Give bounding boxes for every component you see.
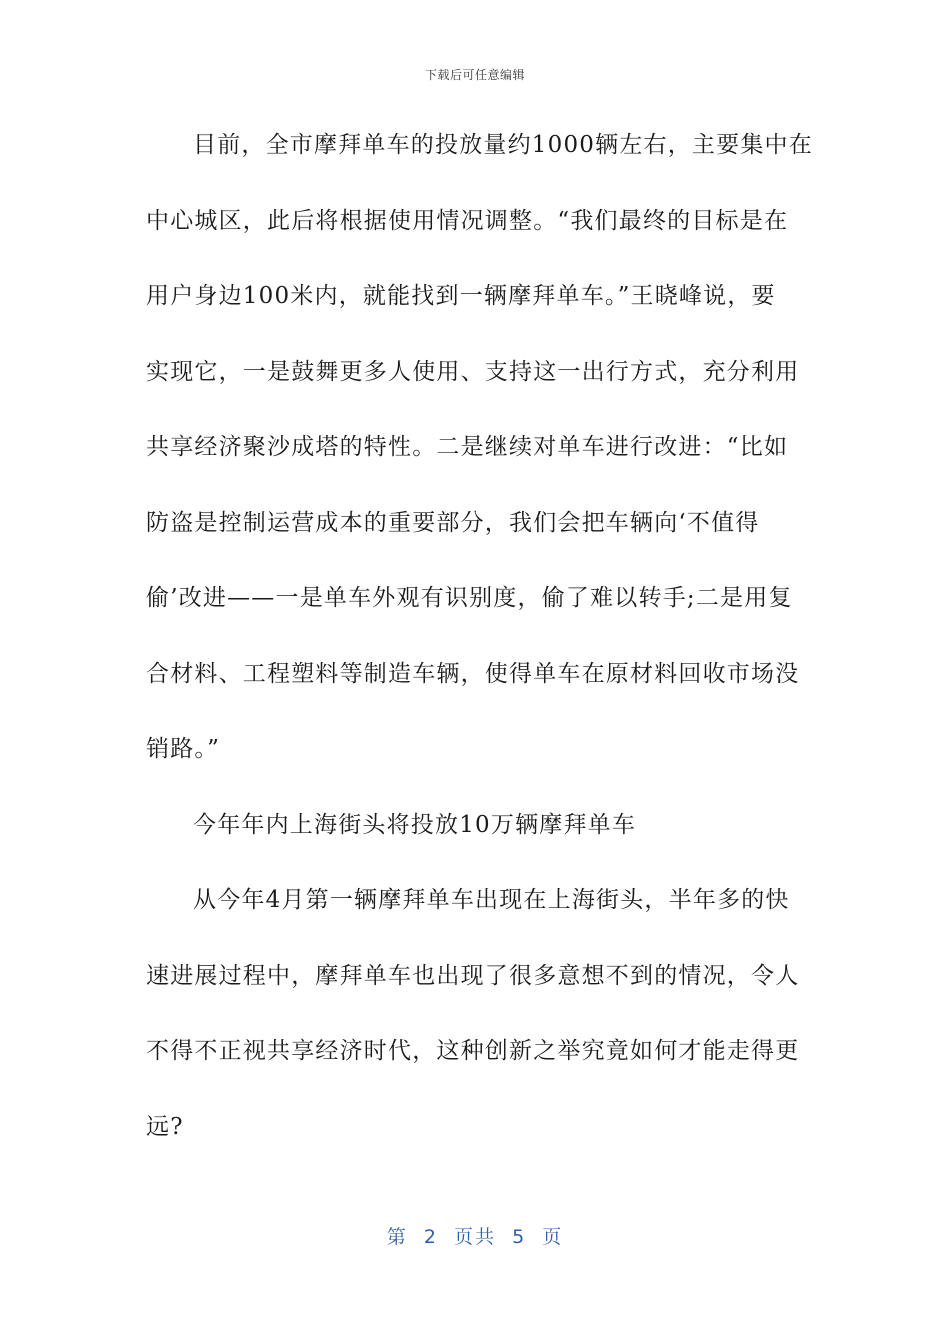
document-body [146, 120, 813, 1177]
paragraph-line: 用户身边100米内，就能找到一辆摩拜单车。”王晓峰说，要 [146, 283, 776, 309]
paragraph-line: 偷’改进——一是单车外观有识别度，偷了难以转手;二是用复 [146, 585, 793, 611]
paragraph-line: 从今年4月第一辆摩拜单车出现在上海街头，半年多的快 [193, 887, 790, 913]
page-number-footer: 第 2 页共 5 页 [386, 1226, 564, 1248]
paragraph-line: 远? [146, 1113, 184, 1140]
paragraph-line: 销路。” [146, 736, 221, 762]
paragraph-line: 不得不正视共享经济时代，这种创新之举究竟如何才能走得更 [146, 1038, 800, 1064]
paragraph-line: 合材料、工程塑料等制造车辆，使得单车在原材料回收市场没 [146, 660, 800, 687]
paragraph-line: 共享经济聚沙成塔的特性。二是继续对单车进行改进：“比如 [146, 434, 789, 460]
paragraph-line: 中心城区，此后将根据使用情况调整。“我们最终的目标是在 [146, 207, 789, 234]
paragraph-line: 实现它，一是鼓舞更多人使用、支持这一出行方式，充分利用 [146, 358, 800, 385]
paragraph-line: 速进展过程中，摩拜单车也出现了很多意想不到的情况，令人 [146, 962, 800, 989]
paragraph-line: 防盗是控制运营成本的重要部分，我们会把车辆向‘不值得 [146, 509, 760, 536]
section-heading: 今年年内上海街头将投放10万辆摩拜单车 [193, 811, 637, 838]
paragraph-line: 目前，全市摩拜单车的投放量约1000辆左右，主要集中在 [193, 132, 813, 158]
header-note: 下载后可任意编辑 [424, 68, 525, 82]
